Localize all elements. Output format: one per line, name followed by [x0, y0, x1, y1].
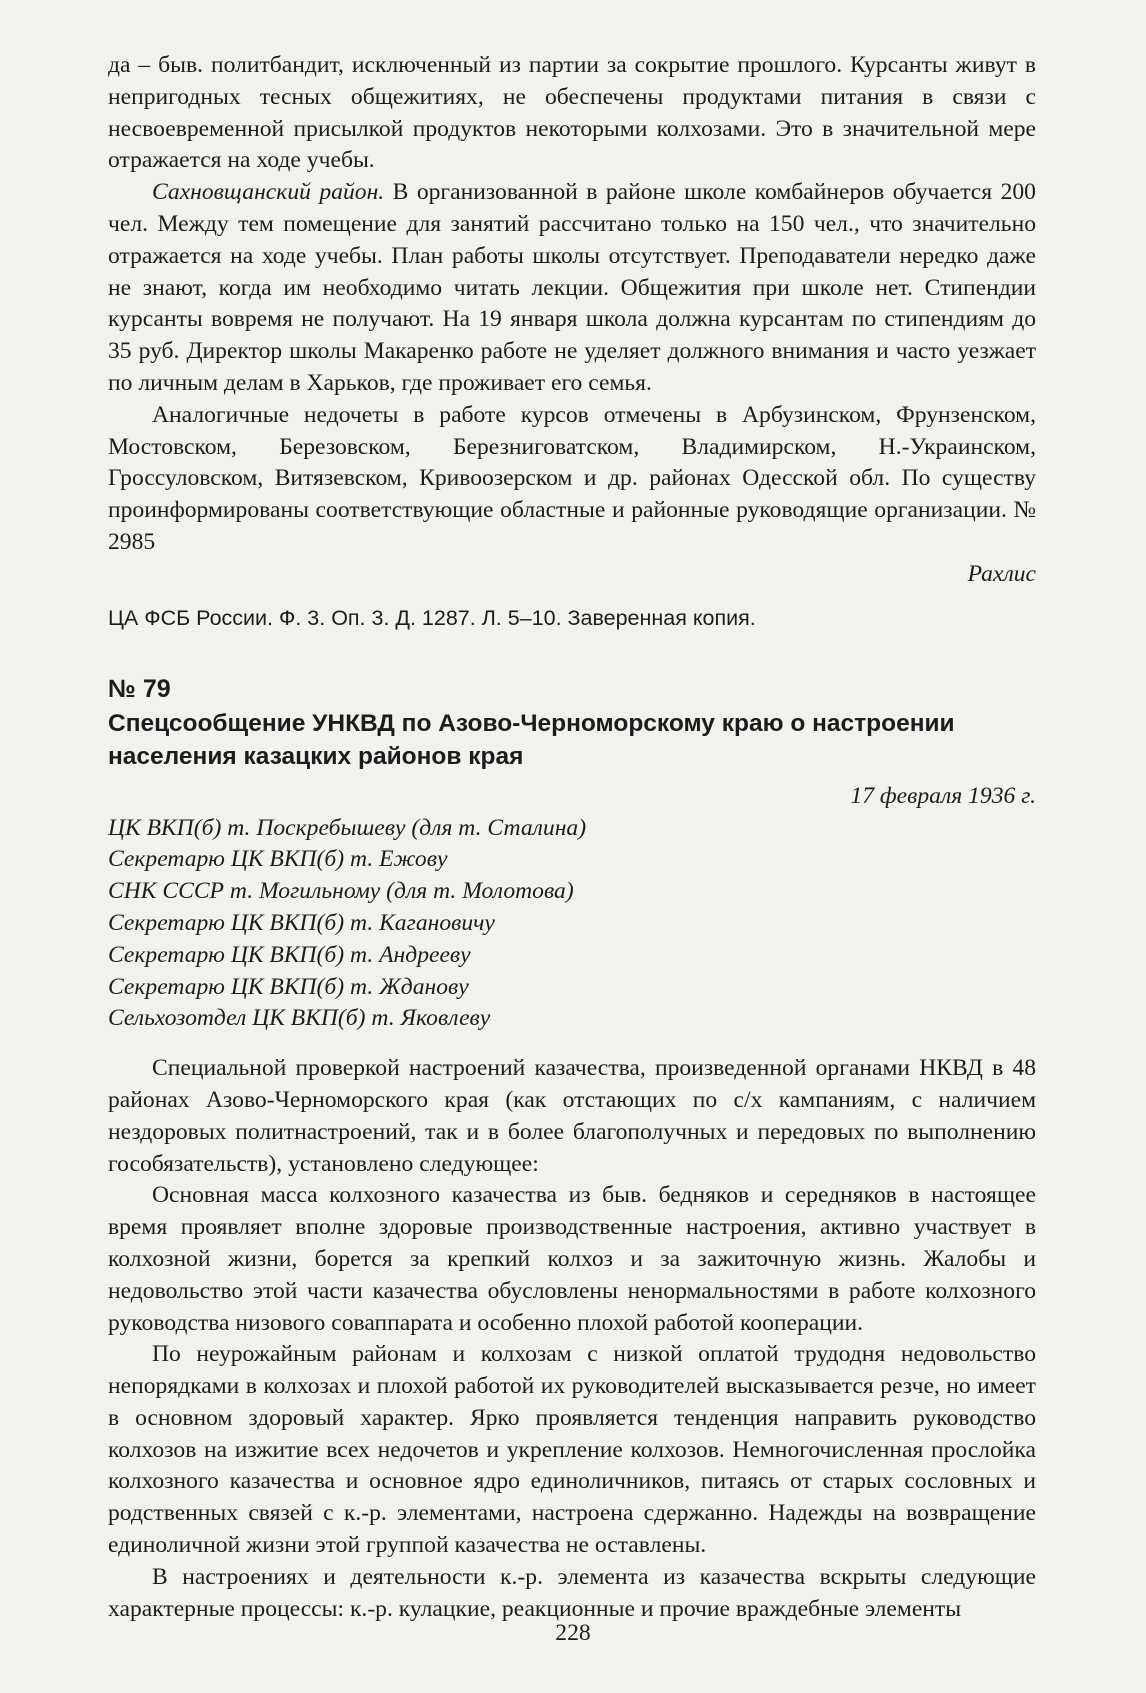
- continued-paragraph: да – быв. политбандит, исключенный из партии за сокрытие прошлого. Курсанты живут в непригодных тесных общежитиях, не обеспечены продуктами питания в связи с несвоевременной присылкой продуктов некоторыми колхозами. Это в значительной мере отражается на ходе учебы.: [108, 52, 1036, 174]
- district-name: Сахновщанский район.: [152, 179, 385, 206]
- page-number: 228: [555, 1620, 591, 1646]
- archive-source: ЦА ФСБ России. Ф. 3. Оп. 3. Д. 1287. Л. 5–10. Заверенная копия.: [108, 605, 756, 630]
- body-paragraph: Специальной проверкой настроений казачества, произведенной органами НКВД в 48 районах Азово-Черноморского края (как отстающих по с/х кампаниям, с наличием нездоровых политнастроений, так и в более благополучных и передовых по выполнению гособязательств), установлено следующее:: [108, 1055, 1036, 1177]
- recipient: Секретарю ЦК ВКП(б) т. Ежову: [108, 846, 448, 873]
- sakhnovshchina-paragraph: [108, 177, 1036, 400]
- similar-shortcomings-paragraph: Аналогичные недочеты в работе курсов отмечены в Арбузинском, Фрунзенском, Мостовском, Березовском, Березниговатском, Владимирском, Н.-Украинском, Гроссуловском, Витязевском, Кривоозерском и др. районах Одесской обл. По существу проинформированы соответствующие областные и районные руководящие организации. № 2985: [108, 401, 1036, 555]
- spacer: [108, 1035, 1036, 1053]
- recipient: ЦК ВКП(б) т. Поскребышеву (для т. Сталина): [108, 814, 587, 841]
- document-title: Спецсообщение УНКВД по Азово-Черноморскому краю о настроении населения казацких районов края: [108, 709, 955, 770]
- recipient: Секретарю ЦК ВКП(б) т. Андрееву: [108, 941, 471, 968]
- signature: Рахлис: [967, 560, 1036, 587]
- recipients-list: [108, 813, 1036, 1036]
- document-date: 17 февраля 1936 г.: [850, 782, 1036, 809]
- body-paragraph: Основная масса колхозного казачества из быв. бедняков и середняков в настоящее время проявляет вполне здоровые производственные настроения, активно участвует в колхозной жизни, борется за крепкий колхоз и за зажиточную жизнь. Жалобы и недовольство этой части казачества обусловлены ненормальностями в работе колхозного руководства низового соваппарата и особенно плохой работой кооперации.: [108, 1182, 1036, 1336]
- recipient: Секретарю ЦК ВКП(б) т. Кагановичу: [108, 909, 495, 936]
- document-number: № 79: [108, 674, 171, 703]
- recipient: Сельхозотдел ЦК ВКП(б) т. Яковлеву: [108, 1005, 491, 1032]
- body-paragraph: По неурожайным районам и колхозам с низкой оплатой трудодня недовольство непорядками в колхозах и плохой работой их руководителей высказывается резче, но имеет в основном здоровый характер. Ярко проявляется тенденция направить руководство колхозов на изжитие всех недочетов и укрепление колхозов. Немногочисленная прослойка колхозного казачества и основное ядро единоличников, питаясь от старых сословных и родственных связей с к.-р. элементами, настроена сдержанно. Надежды на возвращение единоличной жизни этой группой казачества не оставлены.: [108, 1341, 1036, 1559]
- recipient: СНК СССР т. Могильному (для т. Молотова): [108, 878, 574, 905]
- document-page: [108, 50, 1036, 1625]
- recipient: Секретарю ЦК ВКП(б) т. Жданову: [108, 973, 469, 1000]
- body-paragraph: В настроениях и деятельности к.-р. элемента из казачества вскрыты следующие характерные процессы: к.-р. кулацкие, реакционные и прочие враждебные элементы: [108, 1563, 1036, 1622]
- district-text: В организованной в районе школе комбайнеров обучается 200 чел. Между тем помещение для занятий рассчитано только на 150 чел., что значительно отражается на ходе учебы. План работы школы отсутствует. Преподаватели нередко даже не знают, когда им необходимо читать лекции. Общежития при школе нет. Стипендии курсанты вовремя не получают. На 19 января школа должна курсантам по стипендиям до 35 руб. Директор школы Макаренко работе не уделяет должного внимания и часто уезжает по личным делам в Харьков, где проживает его семья.: [108, 179, 1036, 396]
